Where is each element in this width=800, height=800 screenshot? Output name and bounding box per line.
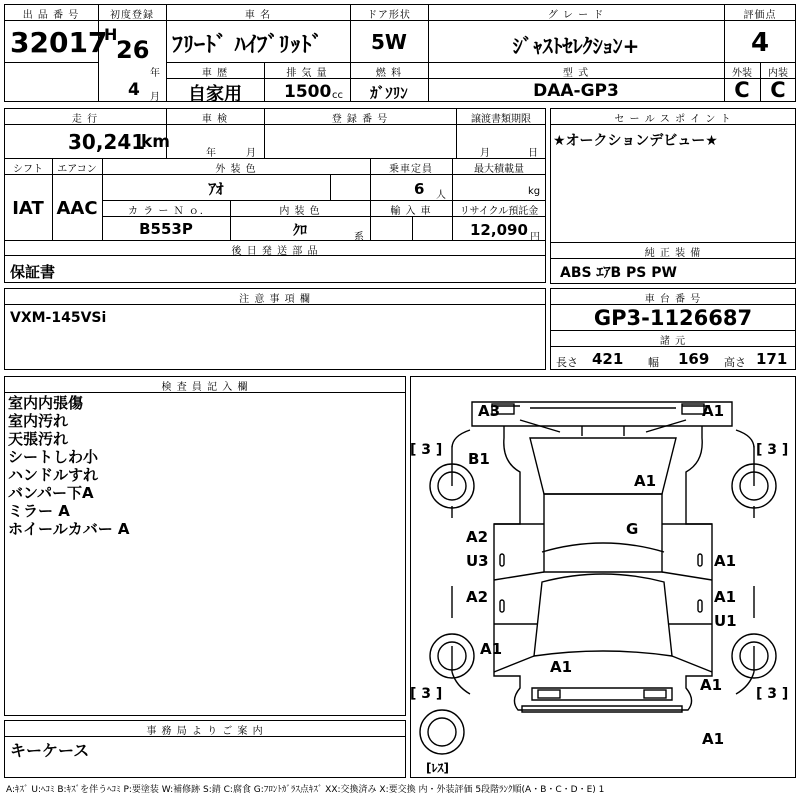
inspector-label: 検 査 員 記 入 欄 (161, 382, 249, 393)
exterior-color: ｱｵ (208, 180, 224, 198)
office-text: キーケース (10, 741, 90, 760)
later-parts-box (4, 256, 546, 283)
hood-lines (520, 420, 686, 436)
damage-mark: A1 (550, 658, 573, 676)
right-front-handle (698, 554, 702, 566)
tire-depth: [ 3 ] (410, 686, 443, 702)
inspection-label: 車 検 (201, 114, 229, 125)
model-label: 型 式 (562, 68, 590, 79)
damage-mark: A1 (634, 472, 657, 490)
legend: A:ｷｽﾞ U:ﾍｺﾐ B:ｷｽﾞを伴うﾍｺﾐ P:要塗装 W:補修跡 S:錆 C:腐食 G:ﾌﾛﾝﾄｶﾞﾗｽ点ｷｽﾞ XX:交換済み X:要交換 内・外装評価 5段階ﾗﾝｸ順(A・B・C・D・E) 1 (6, 785, 605, 795)
mileage-unit: km (141, 132, 171, 152)
recycle-fee: 12,090 (470, 221, 528, 239)
sales-point: ★オークションデビュー★ (553, 133, 718, 149)
ac-label: エアコン (57, 164, 97, 175)
damage-mark: A1 (714, 588, 737, 606)
right-rear-handle (698, 600, 702, 612)
interior-color-unit: 系 (354, 232, 364, 243)
later-parts-label: 後 日 発 送 部 品 (231, 246, 319, 257)
car-name-label: 車 名 (244, 10, 272, 21)
capacity-label: 乗車定員 (389, 164, 433, 175)
front-grille (494, 406, 710, 408)
import-label: 輸 入 車 (390, 206, 432, 217)
tire-depth: [ 3 ] (756, 686, 789, 702)
max-load-label: 最大積載量 (474, 164, 524, 175)
width: 169 (678, 350, 710, 368)
registration-number-label: 登 録 番 号 (331, 114, 389, 125)
right-fender-line (736, 430, 754, 518)
chassis-label: 車 台 番 号 (644, 294, 702, 305)
interior-grade: C (770, 78, 786, 102)
car-damage-diagram (410, 376, 796, 778)
month-unit: 月 (150, 92, 160, 103)
damage-mark: A1 (480, 640, 503, 658)
damage-mark: A1 (702, 402, 725, 420)
color-number-label: カ ラ ー Ｎ ｏ. (128, 206, 204, 217)
score: 4 (750, 28, 770, 58)
damage-mark: A1 (700, 676, 723, 694)
recycle-label: リサイクル預託金 (459, 206, 539, 217)
later-parts: 保証書 (10, 263, 56, 281)
inspector-line: 室内汚れ (8, 412, 69, 430)
roof-curve (542, 543, 664, 552)
inspector-line: ミラー A (8, 502, 70, 520)
height-label: 高さ (724, 356, 746, 369)
shift: IAT (12, 198, 44, 219)
max-load-unit: kg (528, 186, 541, 197)
inspector-line: 天張汚れ (8, 430, 69, 448)
equipment-label: 純 正 装 備 (644, 248, 702, 259)
inspector-line: シートしわ小 (8, 448, 99, 466)
notes-label: 注 意 事 項 欄 (239, 294, 311, 305)
door-label: ドア形状 (367, 10, 411, 21)
chassis-number: GP3-1126687 (593, 306, 753, 330)
spare-tire-label: [ﾚｽ] (426, 761, 449, 775)
interior-color: ｸﾛ (293, 223, 307, 239)
displacement-unit: cc (332, 90, 343, 101)
damage-mark: B1 (468, 450, 490, 468)
registration-year: 26 (116, 36, 150, 64)
door-type: 5W (371, 30, 407, 54)
length-label: 長さ (556, 356, 578, 369)
inspector-line: バンパー下A (8, 484, 94, 502)
mileage: 30,241 (68, 130, 146, 154)
grade-label: グ レ ー ド (547, 10, 605, 21)
left-fender-line (452, 430, 470, 518)
roof (544, 494, 662, 572)
lot-number: 32017 (10, 26, 108, 59)
era: H (104, 25, 118, 44)
spec-label: 諸 元 (659, 336, 687, 347)
rear-bumper-lower (522, 706, 682, 712)
inspection-month-unit: 月 (246, 148, 256, 159)
exterior-color-label: 外 装 色 (215, 164, 257, 175)
recycle-unit: 円 (530, 232, 540, 243)
lot-number-label: 出 品 番 号 (22, 10, 80, 21)
inspector-notes (8, 394, 130, 538)
transfer-month-unit: 月 (480, 148, 490, 159)
capacity: 6 (414, 180, 425, 198)
history: 自家用 (188, 84, 242, 105)
damage-mark: U1 (714, 612, 737, 630)
transfer-day-unit: 日 (528, 148, 538, 159)
displacement: 1500 (284, 82, 332, 102)
tire-depth: [ 3 ] (756, 442, 789, 458)
equipment: ABS ｴｱB PS PW (560, 265, 677, 281)
fuel-label: 燃 料 (375, 68, 403, 79)
damage-mark: A1 (702, 730, 725, 748)
rear-window (534, 574, 672, 656)
year-unit: 年 (150, 68, 160, 79)
sales-point-label: セ ー ル ス ポ イ ン ト (614, 114, 732, 125)
left-rear-handle (500, 600, 504, 612)
displacement-label: 排 気 量 (286, 68, 328, 79)
interior-color-label: 内 装 色 (279, 206, 321, 217)
fuel: ｶﾞｿﾘﾝ (370, 84, 408, 102)
capacity-unit: 人 (436, 190, 446, 201)
rear-light-right (644, 690, 666, 698)
rear-light-left (538, 690, 560, 698)
body-outline (494, 426, 712, 710)
first-registration-label: 初度登録 (110, 10, 154, 21)
damage-mark: U3 (466, 552, 489, 570)
exterior-grade: C (734, 78, 750, 102)
damage-mark: A2 (466, 588, 489, 606)
interior-grade-label: 内装 (768, 68, 788, 79)
damage-mark: G (626, 520, 639, 538)
height: 171 (756, 350, 788, 368)
notes: VXM-145VSi (10, 310, 107, 326)
tire-depth: [ 3 ] (410, 442, 443, 458)
car-name: ﾌﾘｰﾄﾞ ﾊｲﾌﾞﾘｯﾄﾞ (172, 33, 323, 58)
shift-label: シフト (13, 164, 43, 175)
inspector-line: 室内内張傷 (8, 394, 84, 412)
damage-mark: A1 (714, 552, 737, 570)
score-label: 評価点 (743, 10, 777, 21)
inspector-line: ハンドルすれ (8, 466, 99, 484)
model: DAA-GP3 (533, 81, 619, 101)
grade: ｼﾞｬｽﾄｾﾚｸｼｮﾝ+ (512, 34, 640, 58)
ac: AAC (56, 198, 98, 219)
left-front-handle (500, 554, 504, 566)
inspection-year-unit: 年 (206, 148, 216, 159)
office-label: 事 務 局 よ り ご 案 内 (146, 726, 264, 737)
history-label: 車 歴 (201, 68, 229, 79)
damage-mark: A3 (478, 402, 501, 420)
inspector-line: ホイールカバー A (8, 520, 130, 538)
spare-tire (420, 710, 464, 754)
width-label: 幅 (648, 356, 659, 369)
right-doors (662, 524, 712, 672)
damage-mark: A2 (466, 528, 489, 546)
mileage-label: 走 行 (71, 114, 99, 125)
exterior-grade-label: 外装 (732, 68, 752, 79)
color-number: B553P (139, 220, 193, 238)
transfer-deadline-label: 譲渡書類期限 (471, 114, 531, 125)
length: 421 (592, 350, 624, 368)
registration-month: 4 (128, 80, 140, 100)
